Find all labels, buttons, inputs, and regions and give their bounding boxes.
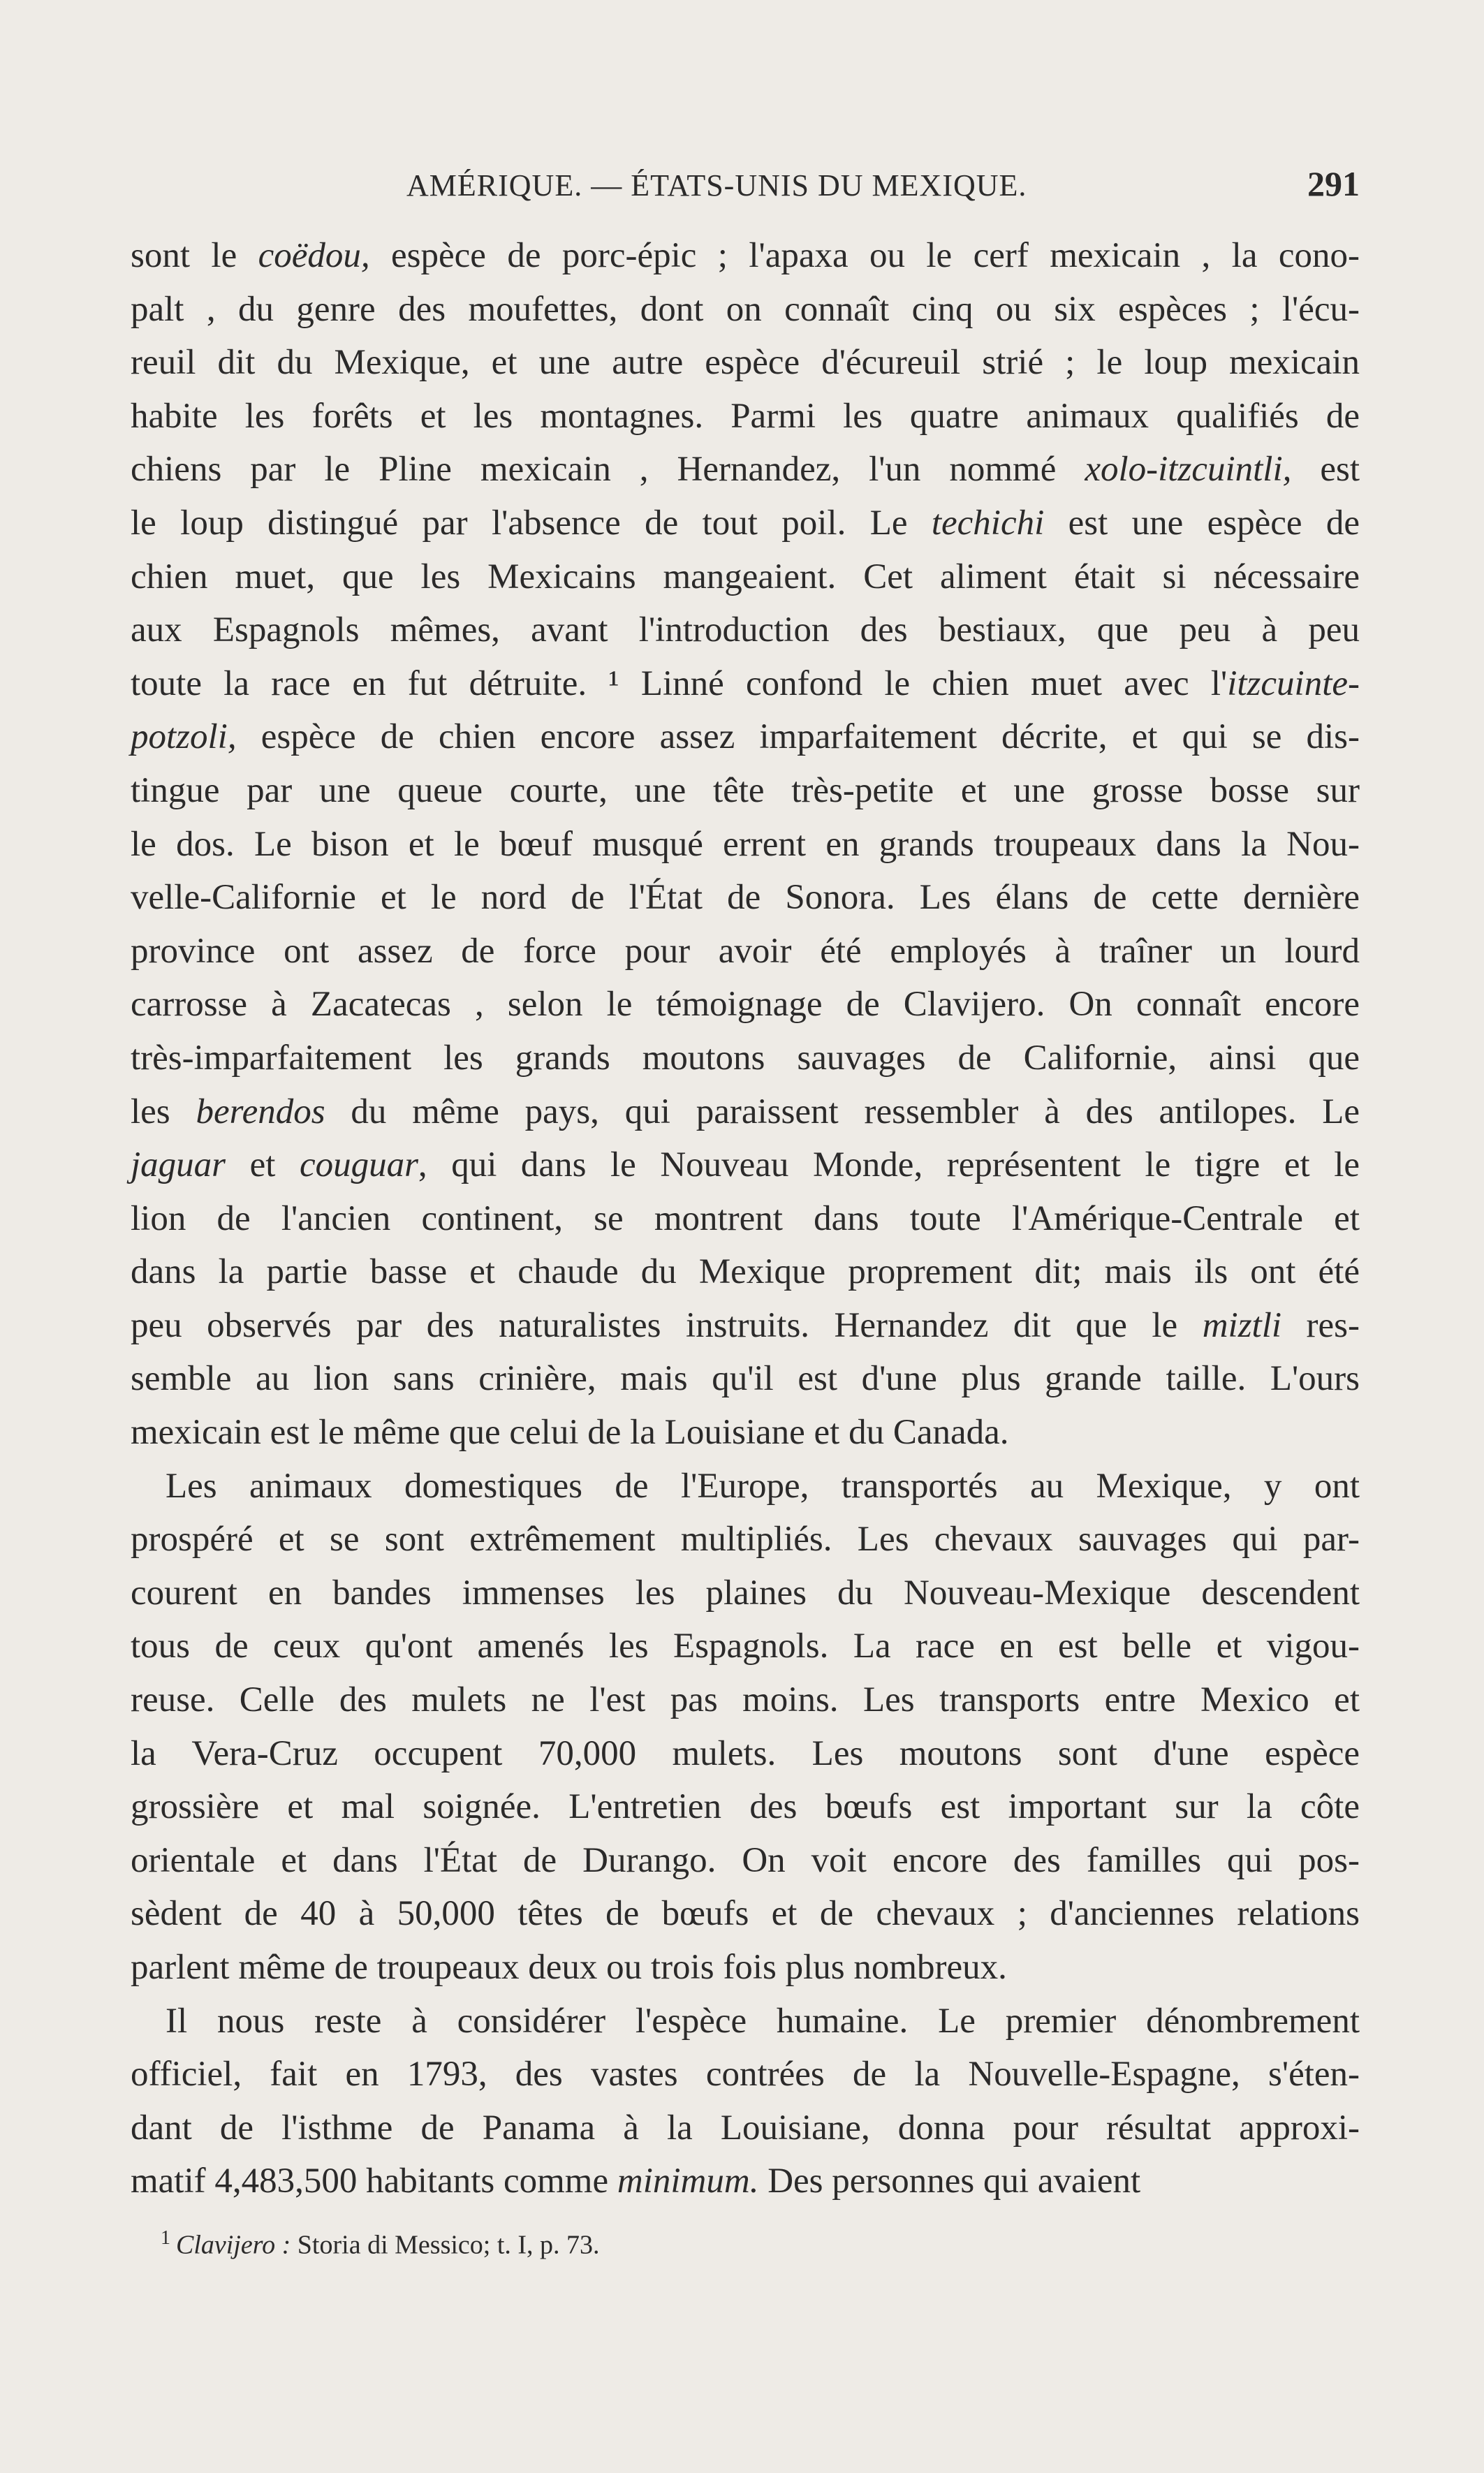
text-run: chiens par le Pline mexicain , Hernandez, l'un nommé	[131, 450, 1085, 490]
text-run: velle-Californie et le nord de l'État de Sonora. Les élans de cette dernière	[131, 878, 1360, 918]
text-run: grossière et mal soignée. L'entretien des bœufs est important sur la côte	[131, 1787, 1360, 1827]
italic-term: itzcuinte-	[1227, 663, 1360, 703]
text-line	[131, 1138, 1360, 1192]
text-run: la Vera-Cruz occupent 70,000 mulets. Les moutons sont d'une espèce	[131, 1733, 1360, 1773]
text-run: aux Espagnols mêmes, avant l'introduction des bestiaux, que peu à peu	[131, 610, 1360, 650]
text-run: lion de l'ancien continent, se montrent dans toute l'Amérique-Centrale et	[131, 1198, 1360, 1238]
text-run: courent en bandes immenses les plaines du Nouveau-Mexique descendent	[131, 1573, 1360, 1613]
text-run: habite les forêts et les montagnes. Parmi les quatre animaux qualifiés de	[131, 396, 1360, 436]
text-line	[131, 1352, 1360, 1406]
text-run: officiel, fait en 1793, des vastes contrées de la Nouvelle-Espagne, s'éten-	[131, 2055, 1360, 2094]
footnote-mark: 1	[161, 2227, 170, 2249]
text-run: espèce de porc-épic ; l'apaxa ou le cerf mexicain , la cono-	[369, 236, 1360, 275]
text-run: Des personnes qui avaient	[758, 2162, 1141, 2201]
italic-term: coëdou,	[258, 236, 370, 275]
paragraph	[131, 229, 1360, 1460]
text-run: reuse. Celle des mulets ne l'est pas moins. Les transports entre Mexico et	[131, 1680, 1360, 1720]
text-run: dans la partie basse et chaude du Mexique proprement dit; mais ils ont été	[131, 1252, 1360, 1292]
text-run: palt , du genre des moufettes, dont on connaît cinq ou six espèces ; l'écu-	[131, 289, 1360, 329]
text-run: reuil dit du Mexique, et une autre espèce d'écureuil strié ; le loup mexicain	[131, 343, 1360, 383]
text-line	[131, 1032, 1360, 1085]
text-run: semble au lion sans crinière, mais qu'il est d'une plus grande taille. L'ours	[131, 1359, 1360, 1399]
text-line	[131, 1460, 1360, 1513]
text-run: tingue par une queue courte, une tête très-petite et une grosse bosse sur	[131, 770, 1360, 810]
text-line	[131, 497, 1360, 550]
text-run: très-imparfaitement les grands moutons sauvages de Californie, ainsi que	[131, 1038, 1360, 1078]
text-run: toute la race en fut détruite. ¹ Linné confond le chien muet avec l'	[131, 663, 1228, 703]
text-line	[131, 2101, 1360, 2155]
text-run: mexicain est le même que celui de la Louisiane et du Canada.	[131, 1413, 1009, 1453]
italic-term: miztli	[1202, 1305, 1282, 1345]
text-line	[131, 871, 1360, 925]
text-line	[131, 1245, 1360, 1299]
text-line	[131, 818, 1360, 872]
text-line	[131, 283, 1360, 337]
text-run: carrosse à Zacatecas , selon le témoignage de Clavijero. On connaît encore	[131, 985, 1360, 1025]
text-run: parlent même de troupeaux deux ou trois fois plus nombreux.	[131, 1948, 1007, 1987]
footnote-author: Clavijero :	[176, 2230, 291, 2260]
running-title: AMÉRIQUE. — ÉTATS-UNIS DU MEXIQUE.	[406, 168, 1027, 203]
text-line	[131, 978, 1360, 1032]
text-run: sèdent de 40 à 50,000 têtes de bœufs et de chevaux ; d'anciennes relations	[131, 1894, 1360, 1934]
text-line	[131, 1299, 1360, 1353]
text-line	[131, 1513, 1360, 1566]
text-line	[131, 2048, 1360, 2101]
text-run: matif 4,483,500 habitants comme	[131, 2162, 617, 2201]
text-run: Les animaux domestiques de l'Europe, transportés au Mexique, y ont	[166, 1466, 1360, 1506]
text-run: chien muet, que les Mexicains mangeaient. Cet aliment était si nécessaire	[131, 557, 1360, 596]
text-line	[131, 925, 1360, 978]
text-run: dant de l'isthme de Panama à la Louisiane, donna pour résultat approxi-	[131, 2108, 1360, 2148]
text-run: Il nous reste à considérer l'espèce humaine. Le premier dénombrement	[166, 2001, 1360, 2041]
text-run: est une espèce de	[1044, 503, 1360, 543]
text-line	[131, 764, 1360, 818]
page-number: 291	[1307, 164, 1360, 203]
text-line	[131, 657, 1360, 711]
text-run: le loup distingué par l'absence de tout poil. Le	[131, 503, 932, 543]
text-line	[131, 1780, 1360, 1834]
text-run: orientale et dans l'État de Durango. On voit encore des familles qui pos-	[131, 1840, 1360, 1880]
body-text	[131, 229, 1360, 2208]
text-line	[131, 1192, 1360, 1246]
text-run: est	[1291, 450, 1360, 490]
italic-term: minimum.	[617, 2162, 759, 2201]
paragraph	[131, 1995, 1360, 2208]
text-run: res-	[1281, 1305, 1360, 1345]
text-run: prospéré et se sont extrêmement multipliés. Les chevaux sauvages qui par-	[131, 1520, 1360, 1560]
footnote-text: Storia di Messico; t. I, p. 73.	[291, 2230, 600, 2260]
text-line	[131, 1566, 1360, 1620]
text-line	[131, 1941, 1360, 1995]
text-run: espèce de chien encore assez imparfaitement décrite, et qui se dis-	[236, 717, 1360, 757]
text-line	[131, 1887, 1360, 1941]
text-run: province ont assez de force pour avoir été employés à traîner un lourd	[131, 931, 1360, 971]
text-line	[131, 1406, 1360, 1460]
text-line	[131, 390, 1360, 443]
text-line	[131, 1834, 1360, 1888]
text-run: les	[131, 1092, 196, 1131]
italic-term: jaguar	[131, 1145, 226, 1185]
italic-term: xolo-itzcuintli,	[1085, 450, 1292, 490]
text-run: peu observés par des naturalistes instruits. Hernandez dit que le	[131, 1305, 1203, 1345]
page-header	[131, 159, 1360, 208]
text-line	[131, 1727, 1360, 1781]
text-line	[131, 336, 1360, 390]
italic-term: potzoli,	[131, 717, 237, 757]
footnote	[161, 2221, 1208, 2263]
text-run: et	[226, 1145, 300, 1185]
text-line	[131, 1085, 1360, 1139]
text-line	[131, 1673, 1360, 1727]
italic-term: techichi	[931, 503, 1045, 543]
text-run: tous de ceux qu'ont amenés les Espagnols. La race en est belle et vigou-	[131, 1627, 1360, 1666]
italic-term: berendos	[196, 1092, 325, 1131]
text-line	[131, 710, 1360, 764]
text-run: , qui dans le Nouveau Monde, représentent le tigre et le	[418, 1145, 1360, 1185]
text-run: sont le	[131, 236, 258, 275]
text-run: le dos. Le bison et le bœuf musqué errent en grands troupeaux dans la Nou-	[131, 824, 1360, 864]
text-line	[131, 1620, 1360, 1673]
text-line	[131, 2155, 1360, 2208]
text-run: du même pays, qui paraissent ressembler à des antilopes. Le	[325, 1092, 1360, 1131]
text-line	[131, 443, 1360, 497]
italic-term: couguar	[299, 1145, 418, 1185]
text-line	[131, 603, 1360, 657]
paragraph	[131, 1460, 1360, 1995]
text-line	[131, 550, 1360, 604]
text-line	[131, 229, 1360, 283]
text-line	[131, 1995, 1360, 2048]
